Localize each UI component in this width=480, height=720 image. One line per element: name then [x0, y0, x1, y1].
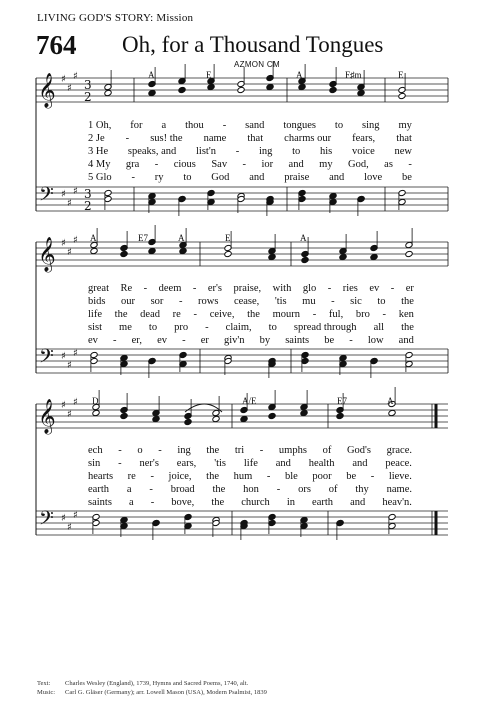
lyric-syllable: ing	[258, 146, 273, 157]
lyric-syllable: the	[401, 322, 414, 333]
lyric-syllable: dead	[140, 309, 160, 320]
note-head	[268, 253, 276, 260]
lyric-syllable: 2 Je	[88, 133, 105, 144]
lyric-syllable: church	[241, 497, 270, 508]
lyric-syllable: ful,	[328, 309, 344, 320]
note-head	[300, 409, 308, 416]
note-head	[357, 195, 365, 202]
bass-clef-icon: 𝄢	[39, 346, 54, 372]
note-head	[120, 250, 128, 257]
lyric-line	[88, 322, 414, 333]
tune-name: AZMON CM	[234, 60, 280, 69]
note-head	[178, 195, 186, 202]
chord: A	[178, 233, 185, 243]
lyric-syllable: in	[286, 497, 295, 508]
note-head	[148, 357, 156, 364]
lyric-line	[88, 445, 412, 456]
lyric-syllable: er's	[207, 283, 222, 294]
lyric-line	[88, 283, 414, 294]
note-head	[237, 86, 245, 93]
lyric-syllable: -	[312, 309, 317, 320]
lyric-syllable: praise	[284, 172, 310, 183]
lyric-syllable: heav'n.	[382, 497, 412, 508]
lyric-syllable: sin	[88, 458, 101, 469]
lyric-syllable: Re	[120, 283, 133, 294]
lyric-line	[88, 497, 412, 508]
treble-clef-icon: 𝄞	[38, 73, 56, 108]
lyric-syllable: me	[119, 322, 132, 333]
lyric-syllable: 4 My	[88, 159, 111, 170]
lyric-syllable: ing	[177, 445, 191, 456]
lyric-syllable: the	[211, 497, 225, 508]
lyric-syllable: deem	[158, 283, 182, 294]
lyric-syllable: giv'n	[223, 335, 245, 346]
lyric-syllable: hon	[243, 484, 259, 495]
lyric-syllable: to	[148, 322, 158, 333]
lyric-syllable: sic	[350, 296, 362, 307]
lyric-syllable: that	[247, 133, 264, 144]
lyric-syllable: pro	[174, 322, 189, 333]
lyric-line	[88, 296, 414, 307]
lyric-syllable: to	[183, 172, 192, 183]
lyric-line	[88, 146, 412, 157]
lyric-syllable: great	[88, 283, 109, 294]
credit-text-label: Text:	[37, 680, 51, 687]
lyric-syllable: ner's	[139, 458, 159, 469]
lyric-syllable: all	[373, 322, 385, 333]
lyric-syllable: of	[328, 484, 338, 495]
lyric-syllable: sus! the	[150, 133, 183, 144]
lyric-syllable: -	[242, 159, 246, 170]
sharp-icon: ♯	[61, 189, 66, 200]
note-head	[207, 83, 215, 90]
lyric-syllable: saints	[285, 335, 310, 346]
sharp-icon: ♯	[67, 247, 72, 258]
lyric-syllable: o	[137, 445, 143, 456]
lyric-syllable: low	[367, 335, 384, 346]
sharp-icon: ♯	[73, 348, 78, 359]
lyric-syllable: -	[150, 471, 154, 482]
note-head	[357, 89, 365, 96]
chord: E7	[337, 396, 347, 406]
lyric-syllable: with	[272, 283, 292, 294]
lyric-syllable: be	[401, 172, 412, 183]
note-head	[240, 415, 248, 422]
lyric-syllable: ior	[261, 159, 274, 170]
lyric-syllable: thy	[355, 484, 369, 495]
sharp-icon: ♯	[73, 235, 78, 246]
lyric-syllable: tongues	[283, 120, 316, 131]
lyric-syllable: God,	[348, 159, 369, 170]
lyric-syllable: -	[382, 309, 387, 320]
note-head	[90, 247, 98, 254]
lyric-syllable: 3 He	[88, 146, 109, 157]
lyric-syllable: his	[320, 146, 333, 157]
lyric-syllable: 'tis	[274, 296, 287, 307]
lyric-syllable: to	[334, 120, 344, 131]
lyric-syllable: life	[88, 309, 102, 320]
note-head	[398, 92, 406, 99]
note-head	[148, 89, 156, 96]
hymn-title: Oh, for a Thousand Tongues	[122, 32, 384, 57]
chord: F♯m	[345, 70, 362, 80]
lyric-syllable: God	[211, 172, 230, 183]
lyric-syllable: list'n	[196, 146, 216, 157]
time-signature-icon: 2	[84, 199, 92, 213]
lyric-line	[88, 335, 414, 346]
lyric-syllable: be	[324, 335, 335, 346]
lyric-syllable: broad	[170, 484, 195, 495]
note-head	[92, 409, 100, 416]
lyric-syllable: a	[128, 497, 134, 508]
lyric-syllable: -	[149, 484, 153, 495]
lyric-syllable: the	[206, 445, 220, 456]
lyric-syllable: -	[408, 159, 412, 170]
note-head	[388, 409, 396, 416]
lyric-syllable: as	[384, 159, 393, 170]
lyric-syllable: ech	[88, 445, 103, 456]
sharp-icon: ♯	[73, 71, 78, 82]
lyric-syllable: ries	[342, 283, 358, 294]
note-head	[178, 86, 186, 93]
note-head	[184, 418, 192, 425]
lyric-syllable: be	[346, 471, 357, 482]
sharp-icon: ♯	[73, 397, 78, 408]
lyric-syllable: ry	[154, 172, 164, 183]
bass-clef-icon: 𝄢	[39, 508, 54, 534]
lyric-line	[88, 159, 412, 170]
lyric-syllable: the	[114, 309, 128, 320]
lyric-syllable: -	[205, 322, 209, 333]
lyric-syllable: saints	[88, 497, 112, 508]
chord: A	[387, 396, 394, 406]
hymn-number: 764	[36, 30, 77, 60]
lyric-syllable: -	[222, 120, 227, 131]
lyric-syllable: and	[288, 159, 304, 170]
sharp-icon: ♯	[67, 83, 72, 94]
note-head	[268, 412, 276, 419]
lyric-syllable: health	[308, 458, 335, 469]
lyric-syllable: love	[364, 172, 383, 183]
lyric-syllable: ors	[298, 484, 311, 495]
lyric-syllable: mourn	[272, 309, 301, 320]
lyric-syllable: bids	[88, 296, 106, 307]
lyric-syllable: er	[405, 283, 414, 294]
note-head	[148, 247, 156, 254]
lyric-line	[88, 471, 412, 482]
treble-clef-icon: 𝄞	[38, 237, 56, 272]
lyric-syllable: earth	[88, 484, 109, 495]
lyric-syllable: poor	[312, 471, 332, 482]
lyric-syllable: glo	[302, 283, 317, 294]
lyric-syllable: name.	[386, 484, 412, 495]
credit-music-label: Music:	[37, 689, 56, 696]
lyric-syllable: charms our	[284, 133, 332, 144]
lyric-syllable: claim,	[225, 322, 252, 333]
note-head	[339, 253, 347, 260]
note-head	[336, 519, 344, 526]
lyric-syllable: -	[327, 283, 332, 294]
lyric-syllable: -	[259, 445, 264, 456]
lyric-syllable: ev	[369, 283, 380, 294]
section-heading: LIVING GOD'S STORY: Mission	[37, 12, 194, 24]
lyric-syllable: -	[131, 172, 135, 183]
lyric-syllable: to	[377, 296, 386, 307]
lyric-syllable: our	[121, 296, 136, 307]
lyric-syllable: -	[113, 335, 117, 346]
lyric-syllable: to	[292, 146, 301, 157]
chord: E	[398, 70, 404, 80]
lyric-syllable: a	[161, 120, 167, 131]
lyric-syllable: bro	[355, 309, 370, 320]
lyric-syllable: new	[394, 146, 412, 157]
note-head	[179, 247, 187, 254]
lyric-syllable: er	[200, 335, 209, 346]
bass-clef-icon: 𝄢	[39, 184, 54, 210]
lyric-syllable: sist	[88, 322, 103, 333]
lyric-syllable: the	[247, 309, 260, 320]
lyric-syllable: God's	[346, 445, 371, 456]
credit-text-value: Charles Wesley (England), 1739, Hymns and Sacred Poems, 1740, alt.	[65, 680, 249, 687]
sharp-icon: ♯	[61, 74, 66, 85]
lyric-syllable: hearts	[88, 471, 114, 482]
sharp-icon: ♯	[61, 513, 66, 524]
sharp-icon: ♯	[61, 238, 66, 249]
lyric-line	[88, 458, 412, 469]
note-head	[370, 253, 378, 260]
lyric-syllable: -	[178, 296, 183, 307]
lyric-syllable: hum	[233, 471, 253, 482]
lyric-syllable: -	[143, 283, 148, 294]
lyric-syllable: -	[266, 471, 271, 482]
lyric-syllable: of	[322, 445, 332, 456]
lyric-line	[88, 484, 412, 495]
lyric-syllable: cease,	[233, 296, 260, 307]
note-head	[224, 250, 232, 257]
note-head	[212, 415, 220, 422]
lyric-syllable: a	[126, 484, 132, 495]
sharp-icon: ♯	[61, 400, 66, 411]
treble-clef-icon: 𝄞	[38, 399, 56, 434]
sharp-icon: ♯	[67, 409, 72, 420]
sharp-icon: ♯	[73, 510, 78, 521]
note-head	[329, 86, 337, 93]
lyric-syllable: -	[349, 335, 353, 346]
time-signature-icon: 3	[84, 78, 92, 92]
lyric-syllable: -	[370, 471, 375, 482]
chord: E	[225, 233, 231, 243]
note-head	[370, 357, 378, 364]
note-head	[120, 412, 128, 419]
lyric-syllable: and	[350, 497, 366, 508]
lyric-syllable: sor	[150, 296, 164, 307]
lyric-syllable: -	[118, 458, 122, 469]
lyric-syllable: ken	[398, 309, 414, 320]
lyric-syllable: spread through	[293, 322, 357, 333]
lyric-syllable: voice	[352, 146, 375, 157]
lyric-syllable: umphs	[278, 445, 307, 456]
lyric-syllable: to	[268, 322, 277, 333]
chord: A	[296, 70, 303, 80]
lyric-syllable: ev	[88, 335, 98, 346]
lyric-syllable: tri	[234, 445, 245, 456]
lyric-line	[88, 309, 414, 320]
lyric-syllable: and	[352, 458, 368, 469]
note-head	[152, 519, 160, 526]
lyric-syllable: mu	[302, 296, 316, 307]
lyric-syllable: the	[206, 471, 219, 482]
lyric-syllable: -	[125, 133, 130, 144]
lyric-syllable: ears,	[176, 458, 197, 469]
note-head	[301, 256, 309, 263]
lyric-syllable: -	[276, 484, 281, 495]
time-signature-icon: 3	[84, 187, 92, 201]
lyric-syllable: grace.	[386, 445, 412, 456]
chord: A	[90, 233, 97, 243]
lyric-syllable: that	[396, 133, 412, 144]
lyric-syllable: my	[398, 120, 412, 131]
chord: A/E	[242, 396, 257, 406]
lyric-syllable: bove,	[171, 497, 195, 508]
lyric-syllable: earth	[312, 497, 334, 508]
lyric-syllable: and	[398, 335, 414, 346]
lyric-syllable: fears,	[352, 133, 376, 144]
lyric-syllable: sing	[362, 120, 380, 131]
lyric-syllable: -	[118, 445, 122, 456]
sharp-icon: ♯	[73, 186, 78, 197]
note-head	[104, 89, 112, 96]
lyric-syllable: -	[150, 497, 155, 508]
chord: D	[92, 396, 99, 406]
lyric-syllable: the	[401, 296, 414, 307]
note-head	[405, 250, 413, 257]
chord: A	[300, 233, 307, 243]
lyric-syllable: -	[331, 296, 335, 307]
lyric-syllable: Sav	[211, 159, 228, 170]
lyric-line	[88, 120, 412, 131]
lyric-syllable: re	[127, 471, 136, 482]
chord: A	[148, 70, 155, 80]
lyric-syllable: cious	[173, 159, 196, 170]
lyric-syllable: 1 Oh,	[88, 120, 112, 131]
lyric-syllable: life	[243, 458, 258, 469]
chord: E7	[138, 233, 148, 243]
lyric-syllable: lieve.	[388, 471, 412, 482]
lyric-syllable: ble	[284, 471, 298, 482]
lyric-syllable: -	[235, 146, 240, 157]
lyric-syllable: for	[130, 120, 143, 131]
lyric-syllable: the	[212, 484, 226, 495]
note-head	[336, 412, 344, 419]
lyric-syllable: by	[259, 335, 271, 346]
lyric-syllable: er,	[131, 335, 142, 346]
lyric-syllable: thou	[185, 120, 204, 131]
lyric-line	[88, 133, 412, 144]
sharp-icon: ♯	[67, 360, 72, 371]
credit-music-value: Carl G. Gläser (Germany); arr. Lowell Mason (USA), Modern Psalmist, 1839	[65, 689, 267, 696]
lyric-syllable: and	[275, 458, 291, 469]
lyric-syllable: praise,	[233, 283, 262, 294]
lyric-syllable: ceive,	[209, 309, 235, 320]
lyric-syllable: my	[319, 159, 333, 170]
note-head	[266, 83, 274, 90]
chord: E	[206, 70, 212, 80]
lyric-syllable: re	[172, 309, 181, 320]
lyric-syllable: -	[192, 283, 197, 294]
lyric-syllable: and	[249, 172, 265, 183]
lyric-syllable: joice,	[168, 471, 192, 482]
note-head	[298, 83, 306, 90]
lyric-syllable: peace.	[385, 458, 412, 469]
lyric-syllable: 5 Glo	[88, 172, 112, 183]
lyric-syllable: name	[203, 133, 227, 144]
lyric-line	[88, 172, 412, 183]
lyric-syllable: -	[193, 309, 198, 320]
lyric-syllable: and	[329, 172, 345, 183]
lyric-syllable: sand	[245, 120, 265, 131]
lyric-syllable: -	[182, 335, 186, 346]
note-head	[152, 415, 160, 422]
sharp-icon: ♯	[67, 522, 72, 533]
lyric-syllable: rows	[197, 296, 219, 307]
lyric-syllable: speaks, and	[127, 146, 177, 157]
sharp-icon: ♯	[61, 351, 66, 362]
sharp-icon: ♯	[67, 198, 72, 209]
time-signature-icon: 2	[84, 90, 92, 104]
lyric-syllable: ev	[157, 335, 167, 346]
lyric-syllable: gra	[125, 159, 140, 170]
lyric-syllable: -	[158, 445, 162, 456]
lyric-syllable: -	[154, 159, 159, 170]
lyric-syllable: 'tis	[214, 458, 226, 469]
lyric-syllable: -	[390, 283, 395, 294]
